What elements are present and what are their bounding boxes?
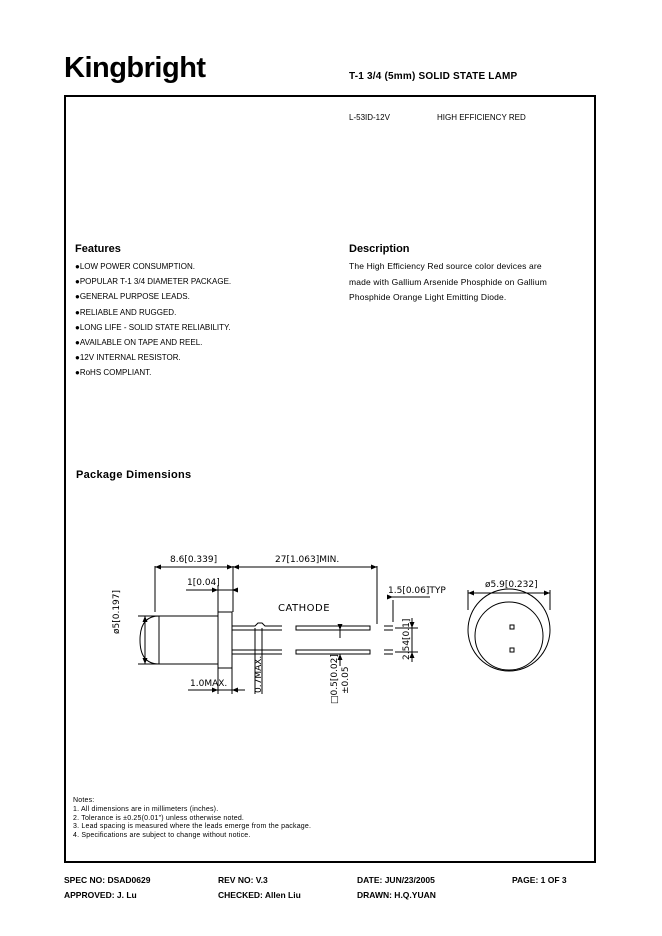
list-item: ●POPULAR T-1 3/4 DIAMETER PACKAGE.	[75, 277, 232, 287]
part-color: HIGH EFFICIENCY RED	[437, 113, 526, 122]
top-view-lead	[510, 625, 514, 629]
dim-label: □0.5[0.02]	[330, 654, 340, 704]
description-line: made with Gallium Arsenide Phosphide on Gallium	[349, 276, 547, 287]
dim-label: 8.6[0.339]	[170, 555, 218, 565]
dim-label: ±0.05	[341, 666, 351, 694]
document-title: T-1 3/4 (5mm) SOLID STATE LAMP	[349, 71, 518, 82]
list-item: ●12V INTERNAL RESISTOR.	[75, 353, 181, 363]
dim-label: 1[0.04]	[187, 578, 220, 588]
description-line: Phosphide Orange Light Emitting Diode.	[349, 292, 507, 302]
top-view-body	[475, 602, 543, 670]
note-item: 4. Specifications are subject to change without notice.	[73, 832, 251, 840]
list-item: ●GENERAL PURPOSE LEADS.	[75, 292, 190, 302]
description-line: The High Efficiency Red source color devices are	[349, 261, 542, 271]
drawn-by: DRAWN: H.Q.YUAN	[357, 890, 436, 900]
date: DATE: JUN/23/2005	[357, 875, 435, 885]
list-item: ●RELIABLE AND RUGGED.	[75, 307, 177, 317]
list-item: ●RoHS COMPLIANT.	[75, 368, 152, 378]
dim-label: 27[1.063]MIN.	[275, 555, 340, 565]
package-heading: Package Dimensions	[76, 469, 192, 481]
cathode-label: CATHODE	[278, 603, 331, 614]
rev-no: REV NO: V.3	[218, 875, 268, 885]
part-number: L-53ID-12V	[349, 113, 390, 122]
top-view-flange	[468, 589, 550, 671]
note-item: 1. All dimensions are in millimeters (inches).	[73, 805, 219, 813]
dim-label: 2.54[0.1]	[402, 618, 412, 660]
lead-bottom	[232, 650, 282, 654]
led-flange	[218, 612, 232, 668]
approved-by: APPROVED: J. Lu	[64, 890, 137, 900]
dim-label: ø5[0.197]	[112, 589, 122, 634]
notes-title: Notes:	[73, 797, 95, 804]
list-item: ●LONG LIFE - SOLID STATE RELIABILITY.	[75, 322, 231, 332]
spec-no: SPEC NO: DSAD0629	[64, 875, 151, 885]
description-heading: Description	[349, 243, 410, 255]
notes-block	[73, 797, 473, 841]
dim-label: 0.7MAX.	[254, 655, 264, 693]
list-item: ●AVAILABLE ON TAPE AND REEL.	[75, 338, 203, 348]
note-item: 2. Tolerance is ±0.25(0.01") unless otherwise noted.	[73, 814, 245, 822]
lead-top	[232, 623, 282, 626]
dim-label: 1.0MAX.	[190, 679, 228, 689]
led-body	[140, 616, 218, 664]
dim-label: ø5.9[0.232]	[485, 580, 538, 590]
checked-by: CHECKED: Allen Liu	[218, 890, 301, 900]
note-item: 3. Lead spacing is measured where the leads emerge from the package.	[73, 823, 312, 831]
dim-label: 1.5[0.06]TYP	[388, 586, 446, 596]
page-number: PAGE: 1 OF 3	[512, 875, 567, 885]
brand-logo: Kingbright	[64, 52, 206, 84]
top-view-lead	[510, 648, 514, 652]
features-heading: Features	[75, 243, 121, 255]
list-item: ●LOW POWER CONSUMPTION.	[75, 262, 195, 271]
